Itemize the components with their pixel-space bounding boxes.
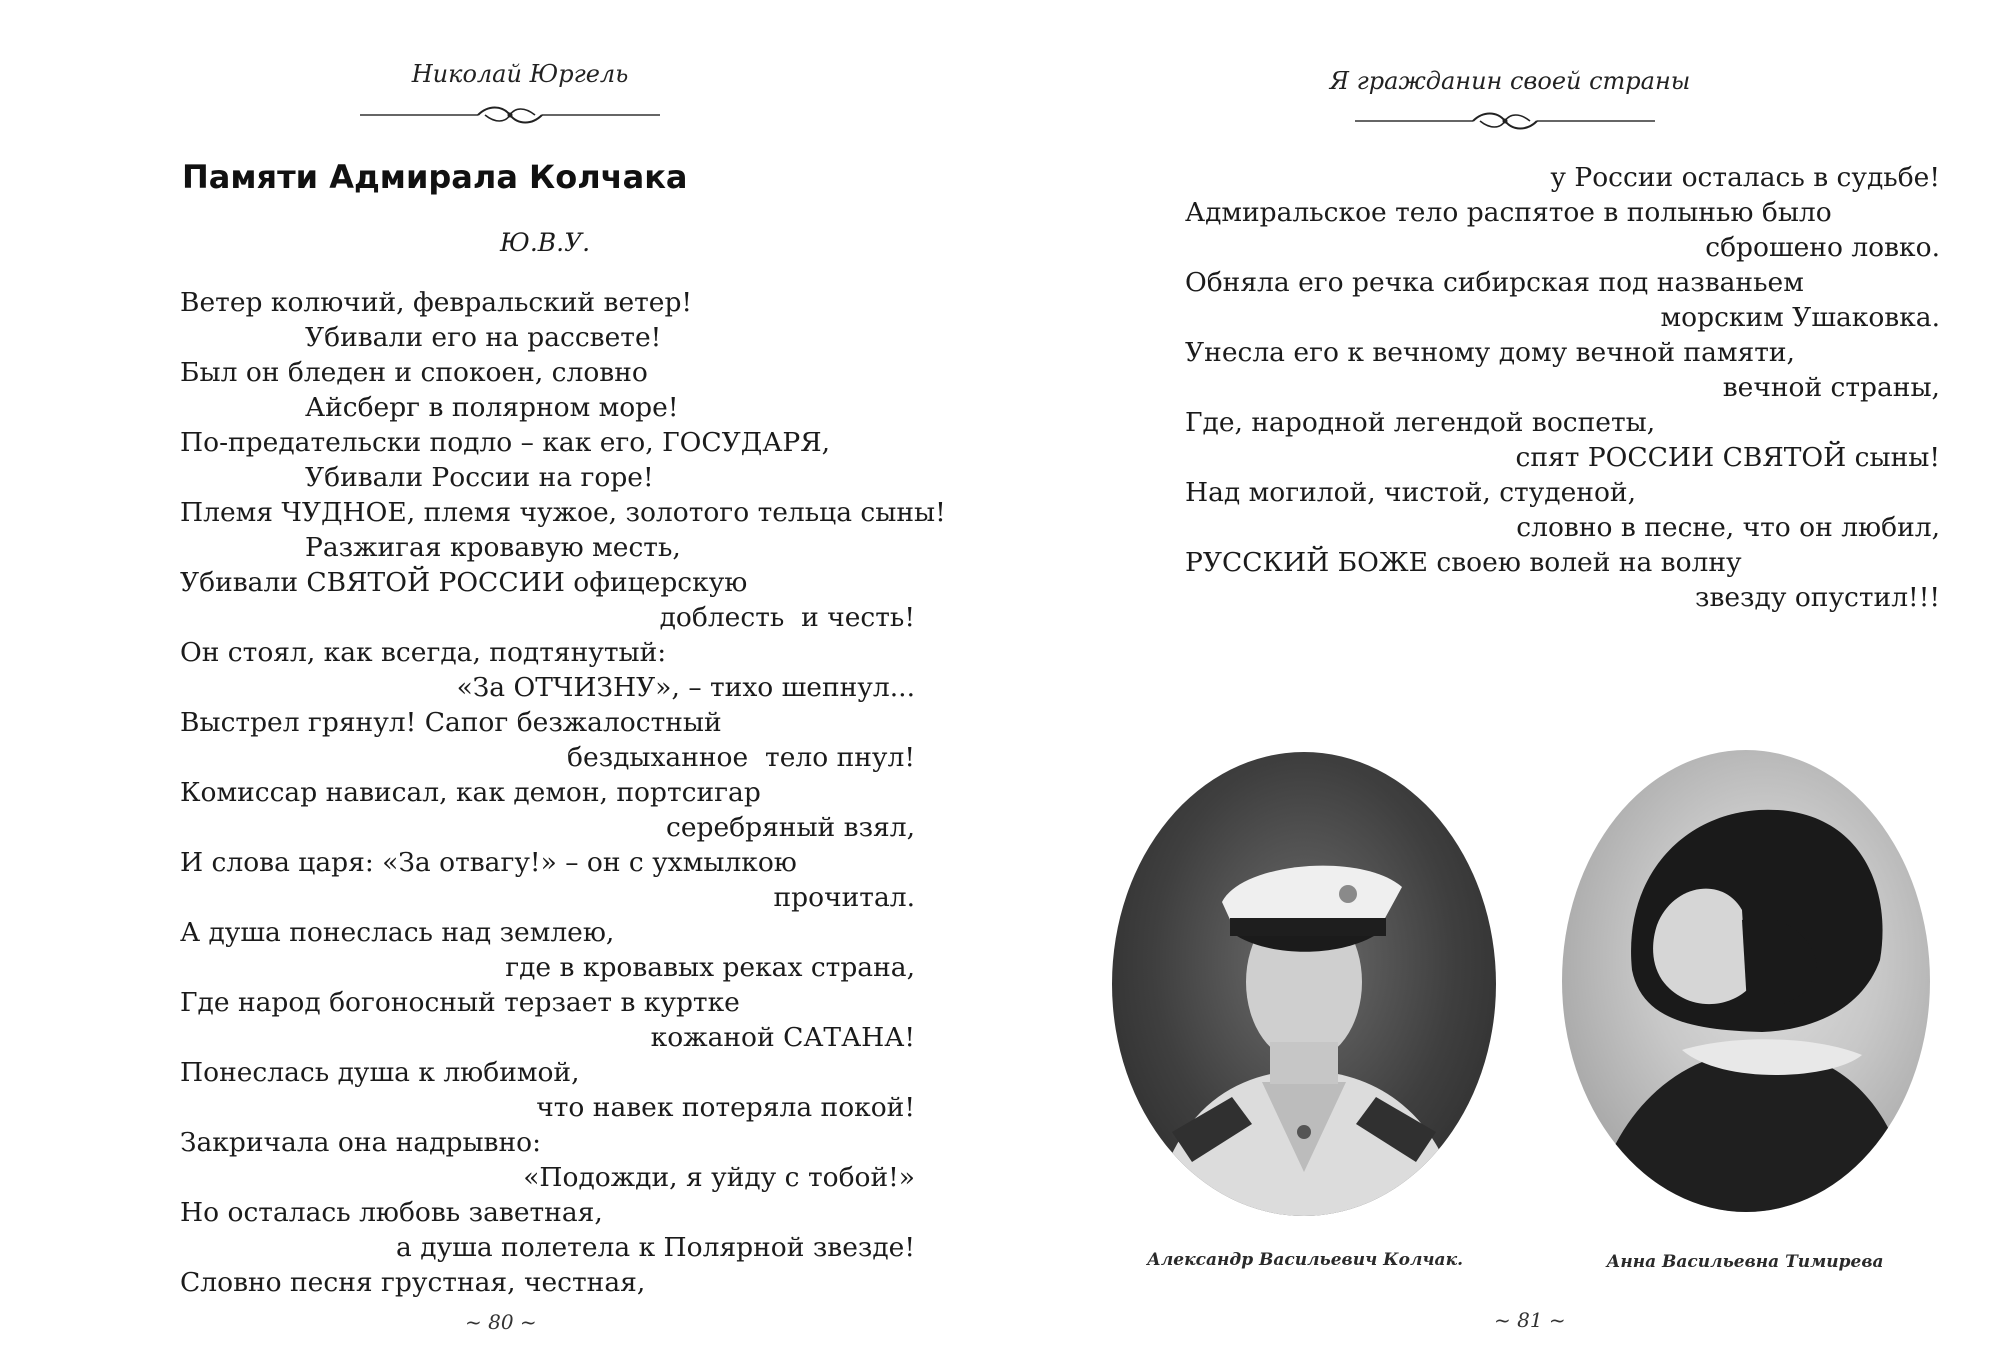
poem-line: сброшено ловко.	[1705, 232, 1940, 263]
poem-text-left	[180, 285, 946, 1300]
poem-line: Где, народной легендой воспеты,	[1185, 407, 1656, 438]
photo-caption-kolchak: Александр Васильевич Колчак.	[1147, 1250, 1463, 1270]
poem-line: Был он бледен и спокоен, словно	[180, 357, 648, 388]
poem-line: Ветер колючий, февральский ветер!	[180, 287, 693, 318]
flourish-ornament-icon	[1355, 109, 1655, 133]
running-header-right: Я гражданин своей страны	[1329, 67, 1691, 95]
page-number-left: ~ 80 ~	[465, 1310, 537, 1334]
poem-title: Памяти Адмирала Колчака	[182, 158, 688, 196]
poem-line: а душа полетела к Полярной звезде!	[396, 1232, 915, 1263]
poem-line: Разжигая кровавую месть,	[305, 532, 681, 563]
poem-line: Убивали России на горе!	[305, 462, 654, 493]
poem-line: серебряный взял,	[666, 812, 915, 843]
poem-line: РУССКИЙ БОЖЕ своею волей на волну	[1185, 547, 1742, 578]
poem-dedication: Ю.В.У.	[500, 228, 591, 257]
poem-line: вечной страны,	[1722, 372, 1940, 403]
poem-line: Айсберг в полярном море!	[305, 392, 679, 423]
officer-portrait-icon	[1112, 752, 1496, 1216]
poem-line: «Подожди, я уйду с тобой!»	[523, 1162, 915, 1193]
poem-line: Где народ богоносный терзает в куртке	[180, 987, 740, 1018]
poem-line: Убивали его на рассвете!	[305, 322, 662, 353]
poem-line: Но осталась любовь заветная,	[180, 1197, 603, 1228]
page-number-right: ~ 81 ~	[1494, 1308, 1566, 1332]
poem-line: Адмиральское тело распятое в полынью было	[1185, 197, 1832, 228]
poem-line: Племя ЧУДНОЕ, племя чужое, золотого тельца сыны!	[180, 497, 946, 528]
photo-caption-timireva: Анна Васильевна Тимирева	[1606, 1252, 1884, 1272]
poem-line: у России осталась в судьбе!	[1550, 162, 1940, 193]
poem-line: Комиссар нависал, как демон, портсигар	[180, 777, 761, 808]
poem-line: Обняла его речка сибирская под названьем	[1185, 267, 1804, 298]
kolchak-portrait-photo	[1112, 752, 1496, 1216]
poem-line: Убивали СВЯТОЙ РОССИИ офицерскую	[180, 567, 748, 598]
poem-line: По-предательски подло – как его, ГОСУДАРЯ,	[180, 427, 831, 458]
poem-line: Закричала она надрывно:	[180, 1127, 542, 1158]
poem-line: А душа понеслась над землею,	[180, 917, 615, 948]
poem-line: «За ОТЧИЗНУ», – тихо шепнул...	[456, 672, 915, 703]
poem-line: прочитал.	[773, 882, 915, 913]
poem-line: доблесть и честь!	[659, 602, 915, 633]
poem-line: что навек потеряла покой!	[536, 1092, 915, 1123]
poem-line: Он стоял, как всегда, подтянутый:	[180, 637, 667, 668]
poem-line: звезду опустил!!!	[1695, 582, 1940, 613]
poem-line: Над могилой, чистой, студеной,	[1185, 477, 1637, 508]
poem-line: И слова царя: «За отвагу!» – он с ухмылкою	[180, 847, 797, 878]
woman-portrait-icon	[1562, 750, 1930, 1212]
poem-text-right	[1185, 160, 1940, 615]
poem-line: Понеслась душа к любимой,	[180, 1057, 580, 1088]
flourish-ornament-icon	[360, 103, 660, 127]
poem-line: бездыханное тело пнул!	[566, 742, 915, 773]
poem-line: Выстрел грянул! Сапог безжалостный	[180, 707, 722, 738]
poem-line: морским Ушаковка.	[1660, 302, 1940, 333]
poem-line: кожаной САТАНА!	[650, 1022, 915, 1053]
poem-line: спят РОССИИ СВЯТОЙ сыны!	[1515, 442, 1940, 473]
poem-line: словно в песне, что он любил,	[1516, 512, 1940, 543]
running-header-left: Николай Юргель	[411, 60, 629, 88]
poem-line: Унесла его к вечному дому вечной памяти,	[1185, 337, 1795, 368]
poem-line: где в кровавых реках страна,	[505, 952, 915, 983]
timireva-portrait-photo	[1562, 750, 1930, 1212]
poem-line: Словно песня грустная, честная,	[180, 1267, 646, 1298]
